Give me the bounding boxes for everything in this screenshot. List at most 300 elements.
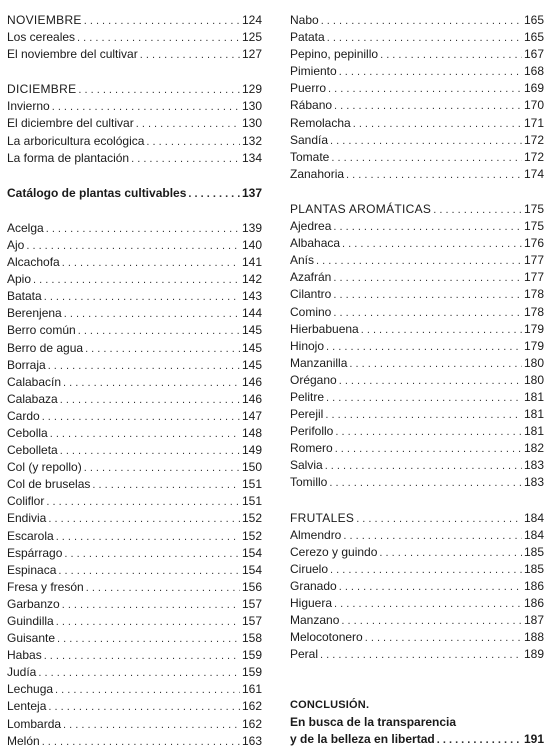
entry-title: Guindilla <box>7 614 54 628</box>
toc-entry <box>7 528 262 545</box>
leader-dots <box>78 323 240 339</box>
toc-entry <box>290 321 544 338</box>
toc-entry <box>7 425 262 442</box>
toc-entry <box>290 115 544 132</box>
toc-entry <box>7 459 262 476</box>
entry-title: Zanahoria <box>290 166 345 181</box>
toc-entry <box>290 612 544 629</box>
entry-page: 145 <box>241 340 262 355</box>
entry-page: 152 <box>241 528 262 543</box>
entry-page: 177 <box>523 270 544 285</box>
toc-entry <box>7 681 262 698</box>
leader-dots <box>333 219 522 235</box>
leader-dots <box>339 64 522 80</box>
entry-title: Melón <box>7 733 40 748</box>
entry-title: Alcachofa <box>7 255 60 270</box>
entry-title: Calabaza <box>7 391 58 406</box>
entry-title: Col de bruselas <box>7 477 91 492</box>
leader-dots <box>339 579 522 595</box>
leader-dots <box>361 322 522 338</box>
leader-dots <box>136 116 240 132</box>
entry-title: Patata <box>290 30 325 45</box>
entry-title: Acelga <box>7 220 44 235</box>
entry-page: 171 <box>523 115 544 130</box>
entry-page: 129 <box>241 82 262 97</box>
leader-dots <box>356 511 522 527</box>
entry-page: 140 <box>241 237 262 252</box>
entry-title: Espárrago <box>7 545 63 560</box>
leader-dots <box>330 562 522 578</box>
entry-page: 165 <box>523 30 544 45</box>
entry-title: Los cereales <box>7 30 76 45</box>
entry-title: Comino <box>290 304 332 319</box>
toc-entry <box>7 733 262 750</box>
entry-page: 143 <box>241 289 262 304</box>
entry-page: 152 <box>241 511 262 526</box>
leader-dots <box>64 306 240 322</box>
leader-dots <box>48 358 240 374</box>
toc-entry <box>290 527 544 544</box>
entry-page: 187 <box>523 613 544 628</box>
entry-title: Salvia <box>290 458 323 473</box>
entry-title: Ajo <box>7 237 25 252</box>
toc-entry <box>7 322 262 339</box>
toc-entry <box>7 493 262 510</box>
toc-entry <box>290 132 544 149</box>
section-plantas-a-m <box>7 220 262 750</box>
entry-page: 159 <box>241 665 262 680</box>
toc-section-heading <box>290 510 544 527</box>
toc-entry <box>290 46 544 63</box>
leader-dots <box>63 375 240 391</box>
entry-title: Berro de agua <box>7 340 84 355</box>
entry-page: 132 <box>241 133 262 148</box>
entry-page: 172 <box>523 149 544 164</box>
conclusion-title: CONCLUSIÓN. <box>290 699 370 712</box>
entry-page: 174 <box>523 166 544 181</box>
entry-title: Judía <box>7 665 37 680</box>
leader-dots <box>62 255 240 271</box>
toc-entry <box>7 476 262 493</box>
entry-page: 183 <box>523 458 544 473</box>
entry-page: 182 <box>523 441 544 456</box>
leader-dots <box>146 134 240 150</box>
conclusion-line-1: En busca de la transparencia <box>290 715 457 730</box>
leader-dots <box>58 563 240 579</box>
leader-dots <box>33 272 240 288</box>
toc-entry <box>290 440 544 457</box>
toc-entry <box>7 698 262 715</box>
entry-title: Endivia <box>7 511 47 526</box>
toc-entry <box>290 646 544 663</box>
toc-entry <box>290 474 544 491</box>
entry-title: Berro común <box>7 323 76 338</box>
leader-dots <box>92 477 240 493</box>
entry-title: Almendro <box>290 527 342 542</box>
entry-title: Azafrán <box>290 270 332 285</box>
leader-dots <box>320 647 522 663</box>
entry-title: Guisante <box>7 631 56 646</box>
entry-title: Anís <box>290 253 315 268</box>
leader-dots <box>85 341 240 357</box>
entry-title: Romero <box>290 441 333 456</box>
leader-dots <box>321 13 522 29</box>
entry-page: 175 <box>523 201 544 216</box>
entry-page: 142 <box>241 272 262 287</box>
toc-entry <box>290 423 544 440</box>
entry-page: 141 <box>241 255 262 270</box>
entry-title: Sandía <box>290 132 329 147</box>
leader-dots <box>86 580 240 596</box>
entry-page: 175 <box>523 219 544 234</box>
entry-title: Escarola <box>7 528 54 543</box>
entry-title: Garbanzo <box>7 596 60 611</box>
leader-dots <box>333 270 522 286</box>
entry-title: Remolacha <box>290 115 351 130</box>
leader-dots <box>316 253 522 269</box>
entry-title: Albahaca <box>290 236 341 251</box>
leader-dots <box>44 648 240 664</box>
entry-page: 170 <box>523 98 544 113</box>
section-noviembre <box>7 12 262 63</box>
leader-dots <box>46 221 240 237</box>
leader-dots <box>38 665 240 681</box>
toc-right-column <box>290 12 544 748</box>
entry-title: Rábano <box>290 98 333 113</box>
entry-title: Batata <box>7 289 42 304</box>
entry-page: 161 <box>241 682 262 697</box>
entry-title: Lenteja <box>7 699 47 714</box>
leader-dots <box>433 202 522 218</box>
entry-title: Pimiento <box>290 64 337 79</box>
entry-page: 181 <box>523 389 544 404</box>
leader-dots <box>131 151 240 167</box>
toc-section-heading <box>7 81 262 98</box>
leader-dots <box>63 717 240 733</box>
entry-page: 184 <box>523 527 544 542</box>
entry-title: Coliflor <box>7 494 45 509</box>
toc-entry <box>290 29 544 46</box>
entry-title: Apio <box>7 272 32 287</box>
toc-entry <box>7 716 262 733</box>
toc-entry <box>7 237 262 254</box>
leader-dots <box>335 441 522 457</box>
leader-dots <box>57 631 240 647</box>
entry-title: Perejil <box>290 407 324 422</box>
entry-title: Cebolleta <box>7 443 58 458</box>
toc-entry <box>290 166 544 183</box>
toc-entry <box>290 149 544 166</box>
toc-entry <box>290 457 544 474</box>
entry-page: 167 <box>523 47 544 62</box>
entry-page: 134 <box>241 150 262 165</box>
entry-page: 169 <box>523 81 544 96</box>
toc-entry <box>290 389 544 406</box>
entry-page: 157 <box>241 596 262 611</box>
leader-dots <box>44 289 240 305</box>
entry-title: FRUTALES <box>290 510 355 525</box>
entry-title: NOVIEMBRE <box>7 13 82 27</box>
leader-dots <box>353 116 522 132</box>
toc-entry <box>7 271 262 288</box>
entry-page: 146 <box>241 374 262 389</box>
leader-dots <box>437 732 522 748</box>
entry-title: Higuera <box>290 596 333 610</box>
toc-entry <box>290 406 544 423</box>
entry-title: Puerro <box>290 81 327 96</box>
toc-entry <box>7 579 262 596</box>
entry-title: PLANTAS AROMÁTICAS <box>290 201 432 216</box>
section-conclusion <box>290 697 544 748</box>
toc-entry <box>7 510 262 527</box>
leader-dots <box>346 167 522 183</box>
toc-entry <box>290 629 544 646</box>
leader-dots <box>188 186 240 202</box>
leader-dots <box>56 529 240 545</box>
entry-title: Nabo <box>290 13 319 27</box>
entry-title: La forma de plantación <box>7 150 130 165</box>
entry-title: Manzano <box>290 613 340 628</box>
leader-dots <box>62 597 240 613</box>
toc-entry <box>290 372 544 389</box>
toc-entry <box>7 545 262 562</box>
entry-page: 181 <box>523 407 544 422</box>
leader-dots <box>380 47 522 63</box>
entry-title: Lombarda <box>7 716 62 731</box>
entry-page: 151 <box>241 494 262 509</box>
entry-page: 178 <box>523 287 544 302</box>
entry-page: 185 <box>523 544 544 559</box>
leader-dots <box>335 424 522 440</box>
entry-page: 180 <box>523 372 544 387</box>
toc-entry <box>7 133 262 150</box>
leader-dots <box>60 392 240 408</box>
toc-section-heading <box>7 12 262 29</box>
entry-title: Perifollo <box>290 424 334 439</box>
section-plantas-n-z <box>290 12 544 183</box>
entry-page: 179 <box>523 321 544 336</box>
leader-dots <box>48 699 240 715</box>
toc-entry <box>290 338 544 355</box>
entry-page: 158 <box>241 631 262 646</box>
entry-title: Ajedrea <box>290 219 332 234</box>
entry-title: Borraja <box>7 357 46 372</box>
leader-dots <box>365 630 522 646</box>
toc-entry <box>7 391 262 408</box>
leader-dots <box>339 373 522 389</box>
leader-dots <box>84 13 240 29</box>
entry-page: 178 <box>523 304 544 319</box>
entry-title: Cardo <box>7 408 40 423</box>
entry-title: Lechuga <box>7 682 54 697</box>
toc-entry <box>7 630 262 647</box>
entry-title: Catálogo de plantas cultivables <box>7 185 187 200</box>
entry-title: El noviembre del cultivar <box>7 47 138 62</box>
entry-page: 157 <box>241 614 262 628</box>
toc-entry <box>7 562 262 579</box>
entry-title: Cebolla <box>7 425 48 440</box>
entry-page: 181 <box>523 424 544 439</box>
entry-page: 176 <box>523 236 544 251</box>
leader-dots <box>326 339 522 355</box>
toc-entry <box>7 288 262 305</box>
entry-page: 145 <box>241 323 262 338</box>
entry-title: Ciruelo <box>290 561 329 576</box>
toc-entry <box>290 63 544 80</box>
entry-page: 144 <box>241 306 262 321</box>
entry-title: Espinaca <box>7 562 57 577</box>
entry-page: 168 <box>523 64 544 79</box>
entry-title: Pelitre <box>290 389 325 404</box>
toc-entry <box>7 613 262 630</box>
entry-title: Granado <box>290 578 337 593</box>
toc-entry <box>290 561 544 578</box>
conclusion-line-2 <box>290 731 544 748</box>
toc-entry <box>290 595 544 612</box>
toc-entry <box>290 269 544 286</box>
entry-title: Invierno <box>7 99 50 114</box>
entry-title: y de la belleza en libertad <box>290 732 435 747</box>
toc-entry <box>290 80 544 97</box>
entry-page: 188 <box>523 630 544 645</box>
section-diciembre <box>7 81 262 166</box>
toc-entry <box>7 340 262 357</box>
toc-left-column <box>7 12 262 750</box>
leader-dots <box>330 133 522 149</box>
toc-entry-catalogo <box>7 185 262 202</box>
entry-title: Hinojo <box>290 338 325 353</box>
entry-title: Melocotonero <box>290 630 363 645</box>
leader-dots <box>326 390 522 406</box>
entry-page: 139 <box>241 220 262 235</box>
toc-entry <box>290 286 544 303</box>
entry-title: Orégano <box>290 372 337 387</box>
leader-dots <box>26 238 240 254</box>
toc-entry <box>290 355 544 372</box>
leader-dots <box>333 305 522 321</box>
entry-page: 137 <box>241 185 262 200</box>
leader-dots <box>46 494 240 510</box>
toc-entry <box>290 544 544 561</box>
toc-entry <box>7 29 262 46</box>
toc-entry <box>7 664 262 681</box>
leader-dots <box>42 734 240 750</box>
entry-page: 177 <box>523 253 544 268</box>
entry-title: Peral <box>290 647 319 662</box>
section-aromaticas <box>290 201 544 492</box>
entry-title: Tomillo <box>290 475 328 490</box>
toc-entry <box>7 150 262 167</box>
toc-entry <box>290 12 544 29</box>
entry-page: 179 <box>523 338 544 353</box>
leader-dots <box>325 407 522 423</box>
toc-entry <box>290 218 544 235</box>
entry-page: 154 <box>241 545 262 560</box>
leader-dots <box>329 475 522 491</box>
entry-page: 162 <box>241 699 262 714</box>
entry-page: 150 <box>241 460 262 475</box>
leader-dots <box>343 528 522 544</box>
leader-dots <box>341 613 522 629</box>
toc-entry <box>290 235 544 252</box>
leader-dots <box>325 458 522 474</box>
leader-dots <box>334 98 522 114</box>
entry-page: 149 <box>241 443 262 458</box>
leader-dots <box>84 460 240 476</box>
entry-title: Habas <box>7 648 42 663</box>
entry-title: Cilantro <box>290 287 332 302</box>
leader-dots <box>48 511 240 527</box>
entry-page: 184 <box>523 510 544 525</box>
toc-entry <box>7 442 262 459</box>
leader-dots <box>50 426 240 442</box>
toc-entry <box>7 220 262 237</box>
section-frutales <box>290 510 544 664</box>
entry-title: Calabacín <box>7 374 62 389</box>
leader-dots <box>328 81 522 97</box>
entry-page: 151 <box>241 477 262 492</box>
entry-page: 124 <box>241 13 262 27</box>
toc-entry <box>290 304 544 321</box>
leader-dots <box>42 409 240 425</box>
leader-dots <box>327 30 522 46</box>
entry-title: Cerezo y guindo <box>290 544 378 559</box>
leader-dots <box>52 99 240 115</box>
leader-dots <box>342 236 522 252</box>
entry-page: 186 <box>523 578 544 593</box>
entry-page: 180 <box>523 355 544 370</box>
entry-page: 127 <box>241 47 262 62</box>
toc-entry <box>7 115 262 132</box>
entry-title: Col (y repollo) <box>7 460 82 475</box>
entry-title: Tomate <box>290 149 330 164</box>
toc-entry <box>290 578 544 595</box>
leader-dots <box>140 47 240 63</box>
entry-page: 156 <box>241 579 262 594</box>
leader-dots <box>379 545 522 561</box>
entry-title: Pepino, pepinillo <box>290 47 379 62</box>
entry-page: 130 <box>241 116 262 131</box>
entry-page: 172 <box>523 132 544 147</box>
entry-page: 159 <box>241 648 262 663</box>
leader-dots <box>331 150 522 166</box>
entry-title: DICIEMBRE <box>7 82 77 97</box>
entry-page: 145 <box>241 357 262 372</box>
leader-dots <box>55 682 240 698</box>
toc-entry <box>290 252 544 269</box>
entry-page: 147 <box>241 408 262 423</box>
entry-page: 125 <box>241 30 262 45</box>
entry-title: La arboricultura ecológica <box>7 133 145 148</box>
toc-entry <box>7 596 262 613</box>
entry-page: 186 <box>523 596 544 610</box>
leader-dots <box>77 30 240 46</box>
toc-entry <box>7 374 262 391</box>
entry-page: 163 <box>241 733 262 748</box>
entry-page: 165 <box>523 13 544 27</box>
entry-page: 154 <box>241 562 262 577</box>
entry-title: Manzanilla <box>290 355 348 370</box>
entry-page: 162 <box>241 716 262 731</box>
toc-entry <box>290 97 544 114</box>
leader-dots <box>60 443 240 459</box>
leader-dots <box>333 287 522 303</box>
leader-dots <box>64 546 240 562</box>
toc-entry <box>7 98 262 115</box>
entry-title: Hierbabuena <box>290 321 359 336</box>
entry-page: 148 <box>241 425 262 440</box>
toc-entry <box>7 305 262 322</box>
